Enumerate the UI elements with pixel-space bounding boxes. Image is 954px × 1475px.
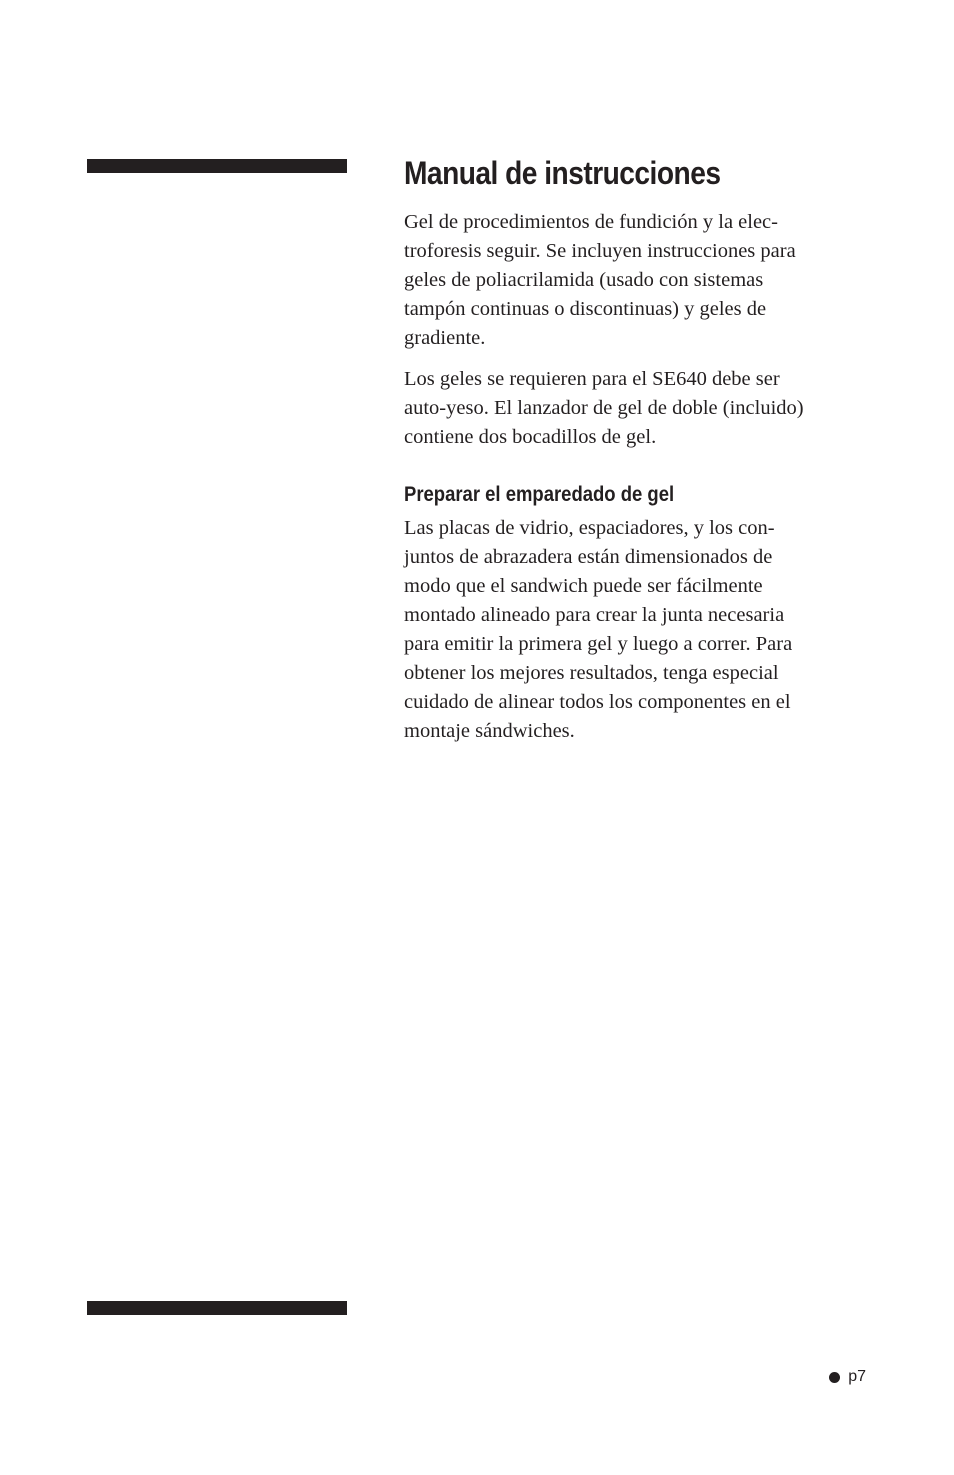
section-title: Preparar el emparedado de gel (404, 483, 675, 506)
page-number (829, 1366, 866, 1388)
main-content (404, 150, 874, 746)
bullet-icon (829, 1372, 840, 1383)
intro-paragraph-2: Los geles se requieren para el SE640 debe ser auto-yeso. El lanzador de gel de doble (incluido) contiene dos bocadillos de gel. (404, 368, 804, 448)
page-title: Manual de instrucciones (404, 155, 721, 191)
intro-paragraph-1: Gel de procedimientos de fundición y la elec- troforesis seguir. Se incluyen instrucciones para geles de poliacrilamida (usado con sistemas tampón continuas o discontinuas) y geles de gradiente. (404, 211, 796, 349)
top-rule (87, 159, 347, 173)
bottom-rule (87, 1301, 347, 1315)
page-number-label: p7 (848, 1368, 866, 1385)
section-paragraph-1: Las placas de vidrio, espaciadores, y los con- juntos de abrazadera están dimensionados de modo que el sandwich puede ser fácilmente montado alineado para crear la junta necesaria para emitir la primera gel y luego a correr. Para obtener los mejores resultados, tenga especial cuidado de alinear todos los componentes en el montaje sándwiches. (404, 517, 793, 742)
